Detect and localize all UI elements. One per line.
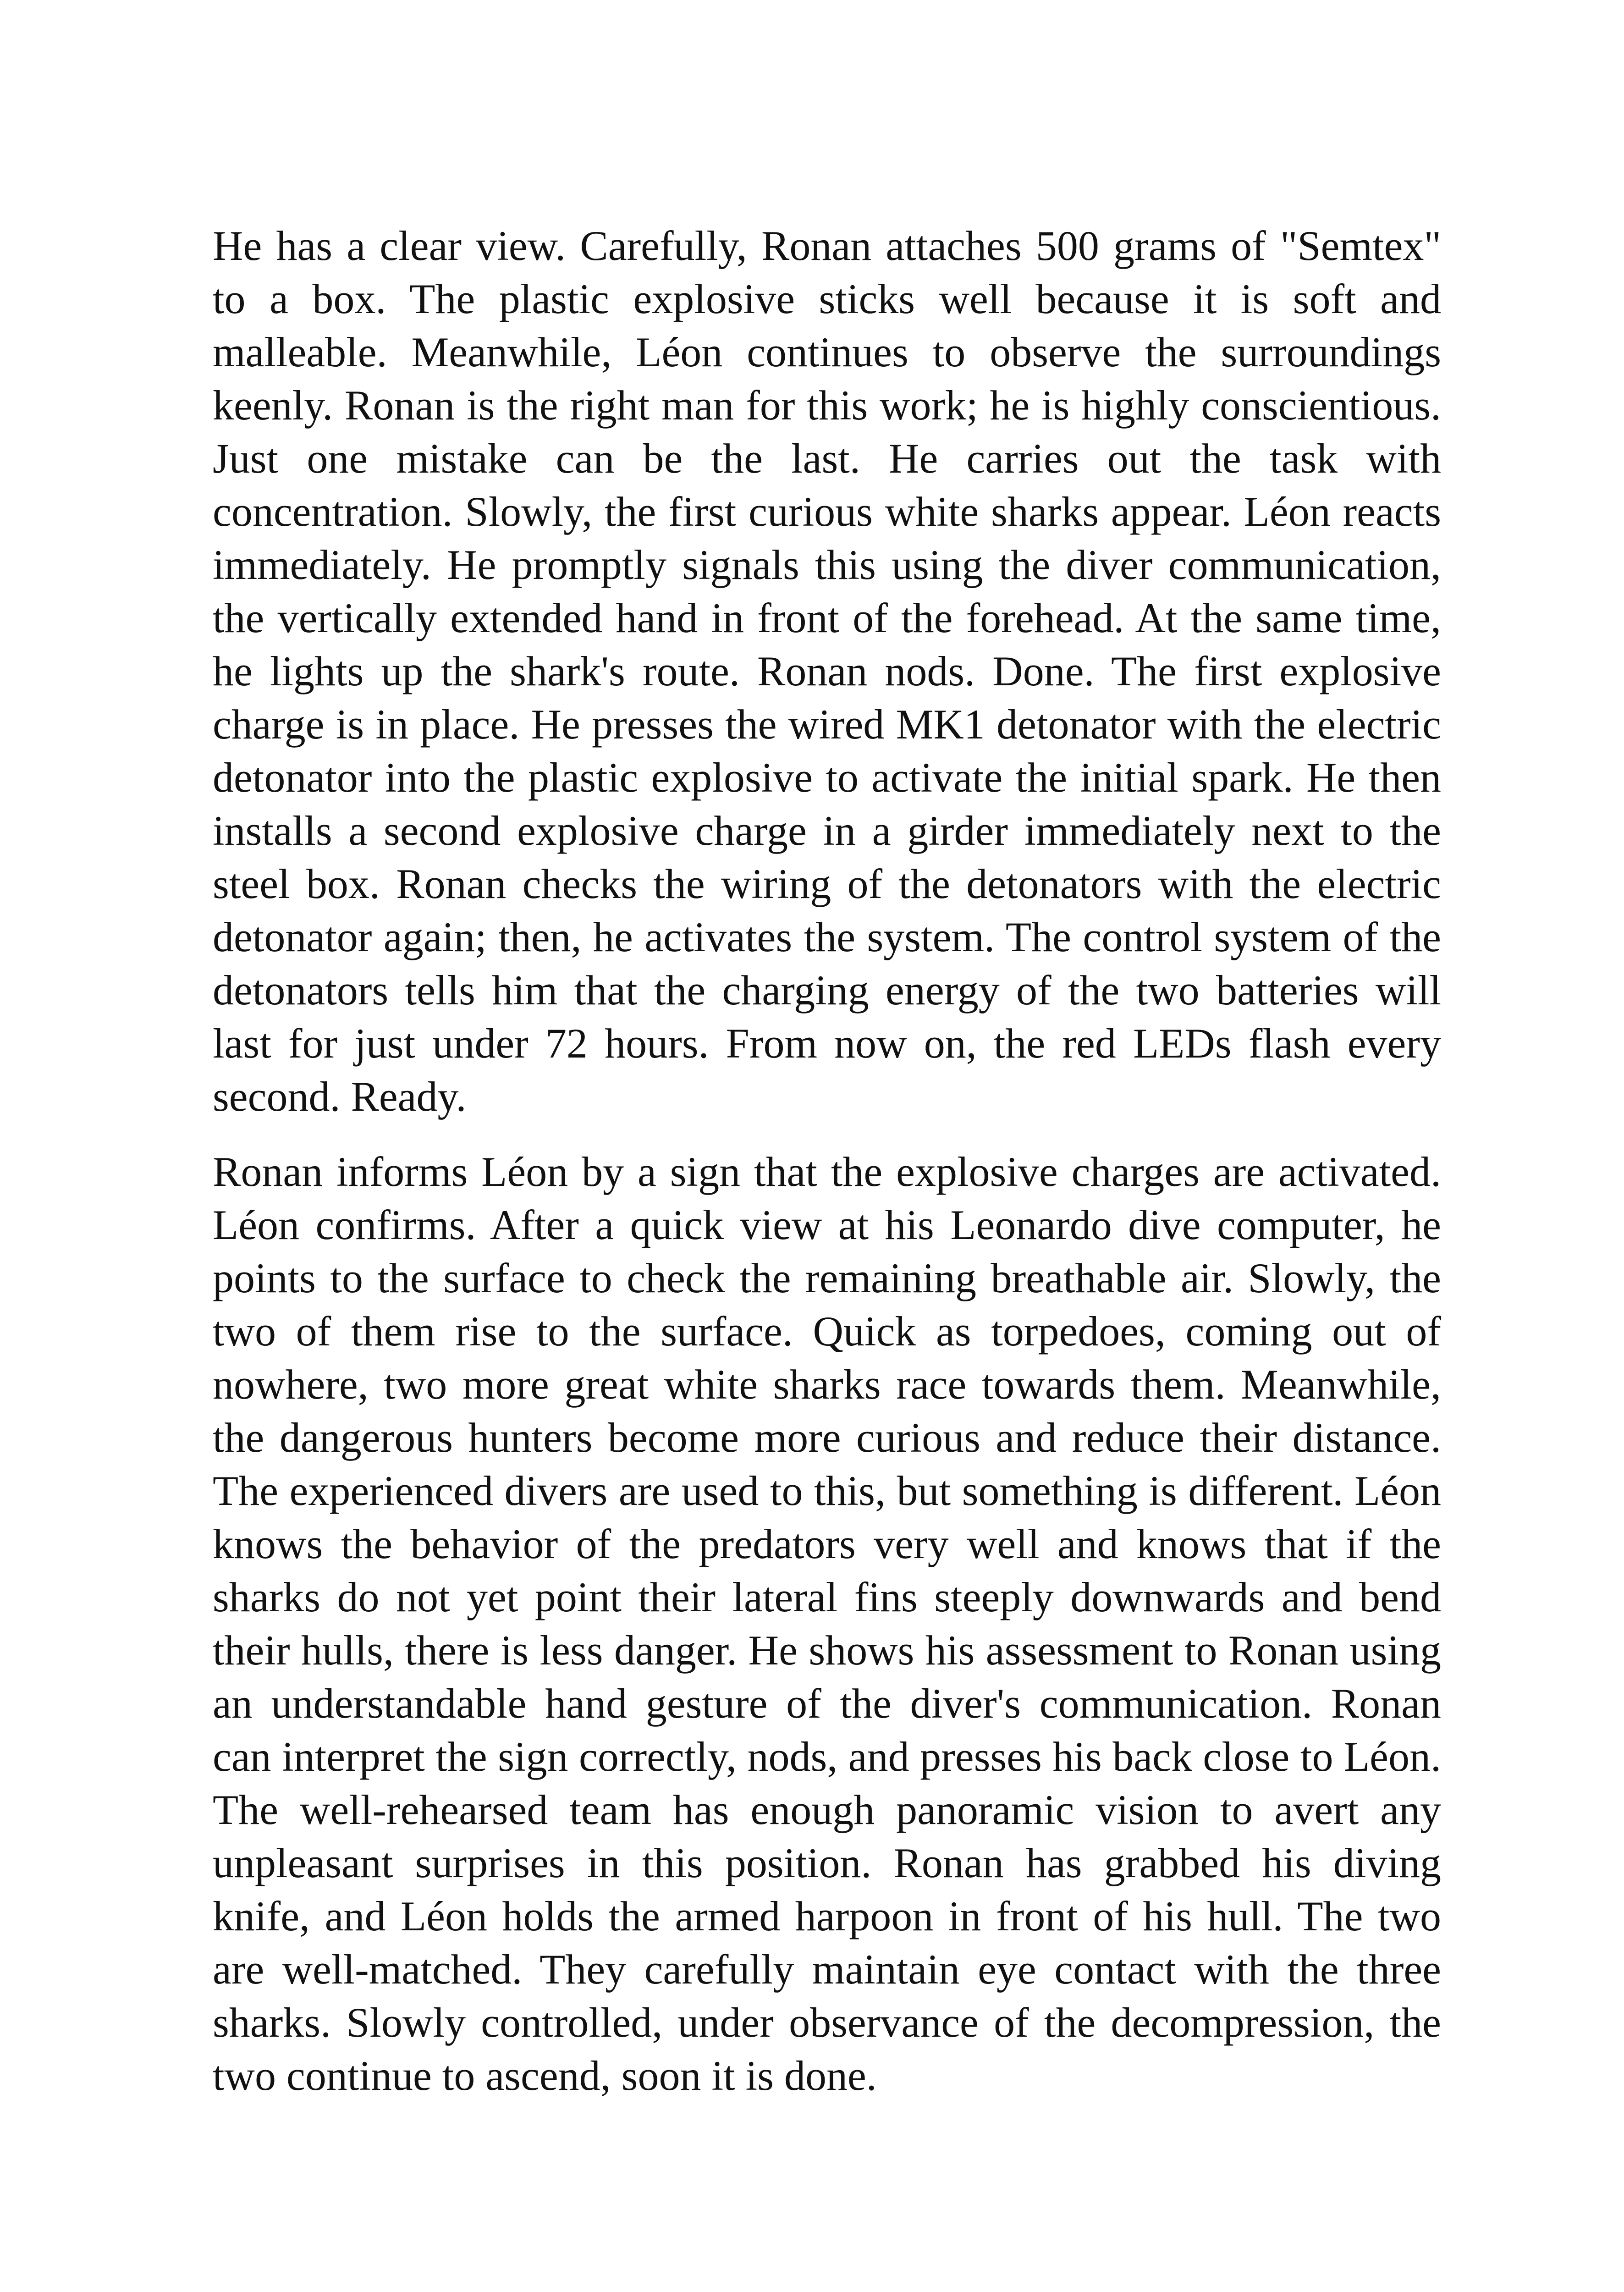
body-text xyxy=(213,219,1441,2102)
paragraph-2: Ronan informs Léon by a sign that the explosive charges are activated. Léon confirms. After a quick view at his Leonardo dive computer, he points to the surface to check the remaining breathable air. Slowly, the two of them rise to the surface. Quick as torpedoes, coming out of nowhere, two more great white sharks race towards them. Meanwhile, the dangerous hunters become more curious and reduce their distance. The experienced divers are used to this, but something is different. Léon knows the behavior of the predators very well and knows that if the sharks do not yet point their lateral fins steeply downwards and bend their hulls, there is less danger. He shows his assessment to Ronan using an understandable hand gesture of the diver's communication. Ronan can interpret the sign correctly, nods, and presses his back close to Léon. The well-rehearsed team has enough panoramic vision to avert any unpleasant surprises in this position. Ronan has grabbed his diving knife, and Léon holds the armed harpoon in front of his hull. The two are well-matched. They carefully maintain eye contact with the three sharks. Slowly controlled, under observance of the decompression, the two continue to ascend, soon it is done. xyxy=(213,1148,1441,2099)
paragraph-1: He has a clear view. Carefully, Ronan attaches 500 grams of "Semtex" to a box. The plastic explosive sticks well because it is soft and malleable. Meanwhile, Léon continues to observe the surroundings keenly. Ronan is the right man for this work; he is highly conscientious. Just one mistake can be the last. He carries out the task with concentration. Slowly, the first curious white sharks appear. Léon reacts immediately. He promptly signals this using the diver communication, the vertically extended hand in front of the forehead. At the same time, he lights up the shark's route. Ronan nods. Done. The first explosive charge is in place. He presses the wired MK1 detonator with the electric detonator into the plastic explosive to activate the initial spark. He then installs a second explosive charge in a girder immediately next to the steel box. Ronan checks the wiring of the detonators with the electric detonator again; then, he activates the system. The control system of the detonators tells him that the charging energy of the two batteries will last for just under 72 hours. From now on, the red LEDs flash every second. Ready. xyxy=(213,222,1441,1120)
